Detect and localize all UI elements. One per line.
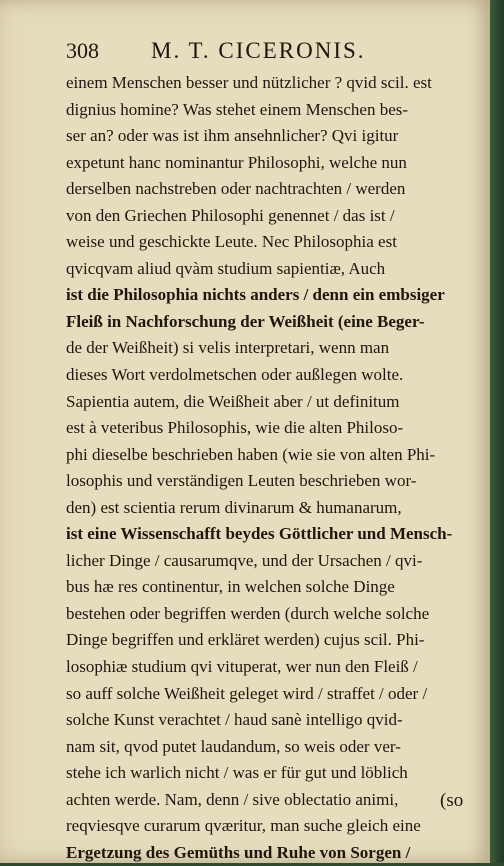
text-line: ser an? oder was ist ihm ansehnlicher? Qvi igitur	[66, 126, 399, 146]
page-header	[66, 38, 466, 70]
text-line: nam sit, qvod putet laudandum, so weis oder ver-	[66, 736, 401, 756]
text-line: einem Menschen besser und nützlicher ? qvid scil. est	[66, 73, 432, 92]
text-line: Fleiß in Nachforschung der Weißheit (eine Beger-	[66, 311, 425, 331]
text-line: bus hæ res continentur, in welchen solche Dinge	[66, 577, 395, 597]
text-line: Ergetzung des Gemüths und Ruhe von Sorgen /	[66, 842, 411, 862]
text-line: so auff solche Weißheit geleget wird / straffet / oder /	[66, 683, 428, 703]
text-line: von den Griechen Philosophi genennet / das ist /	[66, 205, 395, 225]
text-line: expetunt hanc nominantur Philosophi, welche nun	[66, 152, 407, 172]
text-line: dignius homine? Was stehet einem Menschen bes-	[66, 99, 409, 119]
page-edge	[490, 0, 504, 863]
running-title: M. T. CICERONIS.	[151, 38, 366, 63]
text-line: Sapientia autem, die Weißheit aber / ut definitum	[66, 391, 400, 411]
text-line: derselben nachstreben oder nachtrachten / werden	[66, 179, 406, 199]
text-line: stehe ich warlich nicht / was er für gut und löblich	[66, 763, 408, 783]
text-line: achten werde. Nam, denn / sive oblectatio animi,	[66, 789, 399, 809]
text-line: den) est scientia rerum divinarum & humanarum,	[66, 497, 402, 517]
text-line: bestehen oder begriffen werden (durch welche solche	[66, 603, 430, 623]
text-line: est à veteribus Philosophis, wie die alten Philoso-	[66, 418, 404, 438]
text-line: losophiæ studium qvi vituperat, wer nun den Fleiß /	[66, 657, 418, 677]
text-line: ist eine Wissenschafft beydes Göttlicher und Mensch-	[66, 524, 453, 544]
page-number: 308	[66, 38, 99, 63]
catchword: (so	[440, 790, 464, 811]
text-line: weise und geschickte Leute. Nec Philosophia est	[66, 232, 397, 252]
text-line: ist die Philosophia nichts anders / denn ein embsiger	[66, 285, 445, 305]
text-line: qvicqvam aliud qvàm studium sapientiæ, Auch	[66, 258, 386, 278]
text-line: de der Weißheit) si velis interpretari, wenn man	[66, 338, 390, 358]
text-line: dieses Wort verdolmetschen oder außlegen wolte.	[66, 365, 404, 385]
text-line: solche Kunst verachtet / haud sanè intelligo qvid-	[66, 710, 403, 730]
text-line: Dinge begriffen und erkläret werden) cujus scil. Phi-	[66, 630, 425, 650]
body-text	[66, 70, 480, 866]
text-line: losophis und verständigen Leuten beschrieben wor-	[66, 471, 417, 491]
text-line: phi dieselbe beschrieben haben (wie sie von alten Phi-	[66, 444, 436, 464]
text-line: reqviesqve curarum qværitur, man suche gleich eine	[66, 816, 421, 836]
text-line: licher Dinge / causarumqve, und der Ursachen / qvi-	[66, 550, 423, 570]
